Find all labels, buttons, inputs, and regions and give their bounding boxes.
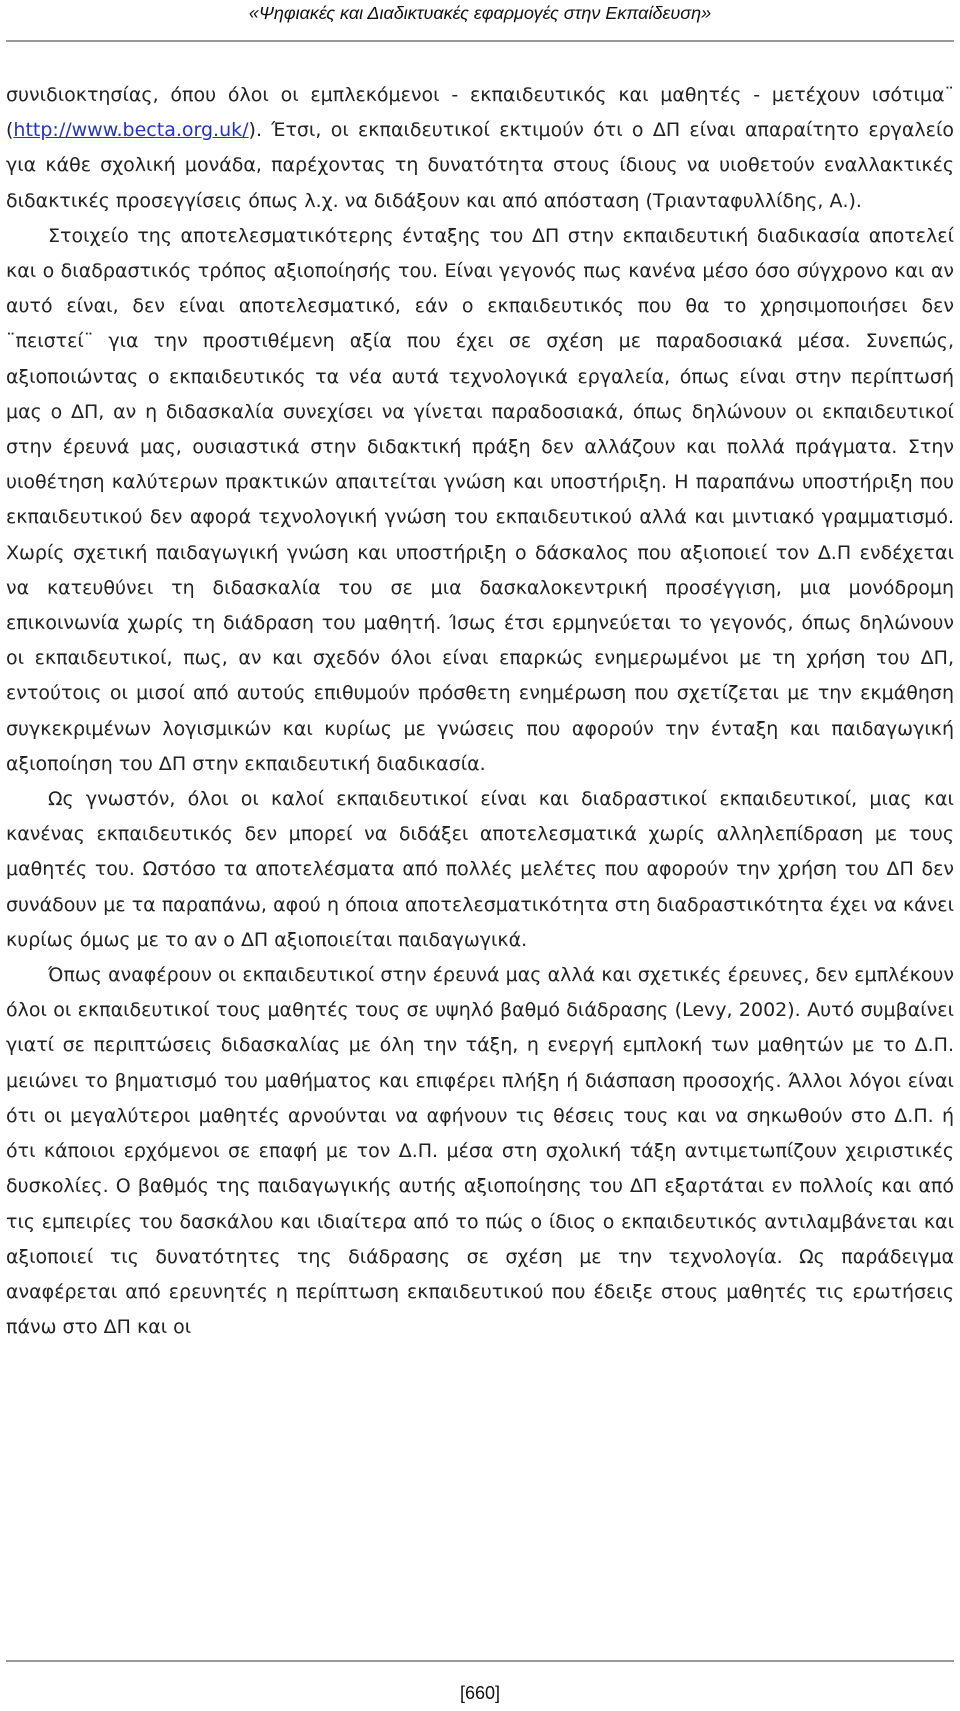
header-divider: [6, 40, 954, 42]
paragraph-2: Στοιχείο της αποτελεσματικότερης ένταξης του ΔΠ στην εκπαιδευτική διαδικασία αποτελεί και ο διαδραστικός τρόπος αξιοποίησής του. Είναι γεγονός πως κανένα μέσο όσο σύγχρονο και αν αυτό είναι, δεν είναι αποτελεσματικό, εάν ο εκπαιδευτικός που θα το χρησιμοποιήσει δεν ¨πειστεί¨ για την προστιθέμενη αξία που έχει σε σχέση με παραδοσιακά μέσα. Συνεπώς, αξιοποιώντας ο εκπαιδευτικός τα νέα αυτά τεχνολογικά εργαλεία, όπως είναι στην περίπτωσή μας ο ΔΠ, αν η διδασκαλία συνεχίσει να γίνεται παραδοσιακά, όπως δηλώνουν οι εκπαιδευτικοί στην έρευνά μας, ουσιαστικά στην διδακτική πράξη δεν αλλάζουν και πολλά πράγματα. Στην υιοθέτηση καλύτερων πρακτικών απαιτείται γνώση και υποστήριξη. Η παραπάνω υποστήριξη που εκπαιδευτικού δεν αφορά τεχνολογική γνώση του εκπαιδευτικού αλλά και μιντιακό γραμματισμό. Χωρίς σχετική παιδαγωγική γνώση και υποστήριξη ο δάσκαλος που αξιοποιεί τον Δ.Π ενδέχεται να κατευθύνει τη διδασκαλία του σε μια δασκαλοκεντρική προσέγγιση, μια μονόδρομη επικοινωνία χωρίς τη διάδραση του μαθητή. Ίσως έτσι ερμηνεύεται το γεγονός, όπως δηλώνουν οι εκπαιδευτικοί, πως, αν και σχεδόν όλοι είναι επαρκώς ενημερωμένοι με τη χρήση του ΔΠ, εντούτοις οι μισοί από αυτούς επιθυμούν πρόσθετη ενημέρωση που σχετίζεται με την εκμάθηση συγκεκριμένων λογισμικών και κυρίως με γνώσεις που αφορούν την ένταξη και παιδαγωγική αξιοποίηση του ΔΠ στην εκπαιδευτική διαδικασία.: [6, 224, 954, 775]
paragraph-1-post: ). Έτσι, οι εκπαιδευτικοί εκτιμούν ότι ο ΔΠ είναι απαραίτητο εργαλείο για κάθε σχολική μονάδα, παρέχοντας τη δυνατότητα στους ίδιους να υιοθετούν εναλλακτικές διδακτικές προσεγγίσεις όπως λ.χ. να διδάξουν και από απόσταση (Τριανταφυλλίδης, Α.).: [6, 119, 954, 212]
paragraph-3: Ως γνωστόν, όλοι οι καλοί εκπαιδευτικοί είναι και διαδραστικοί εκπαιδευτικοί, μιας και κανένας εκπαιδευτικός δεν μπορεί να διδάξει αποτελεσματικά χωρίς αλληλεπίδραση με τους μαθητές του. Ωστόσο τα αποτελέσματα από πολλές μελέτες που αφορούν την χρήση του ΔΠ δεν συνάδουν με τα παραπάνω, αφού η όποια αποτελεσματικότητα στη διαδραστικότητα έχει να κάνει κυρίως όμως με το αν ο ΔΠ αξιοποιείται παιδαγωγικά.: [6, 788, 954, 951]
footer-divider: [6, 1660, 954, 1662]
paragraph-1: [6, 78, 954, 219]
page-number: [660]: [459, 1683, 501, 1703]
paragraph-4: Όπως αναφέρουν οι εκπαιδευτικοί στην έρευνά μας αλλά και σχετικές έρευνες, δεν εμπλέκουν όλοι οι εκπαιδευτικοί τους μαθητές τους σε υψηλό βαθμό διάδρασης (Levy, 2002). Αυτό συμβαίνει γιατί σε περιπτώσεις διδασκαλίας με όλη την τάξη, η ενεργή εμπλοκή των μαθητών με το Δ.Π. μειώνει το βηματισμό του μαθήματος και επιφέρει πλήξη ή διάσπαση προσοχής. Άλλοι λόγοι είναι ότι οι μεγαλύτεροι μαθητές αρνούνται να αφήνουν τις θέσεις τους και να σηκωθούν στο Δ.Π. ή ότι κάποιοι ερχόμενοι σε επαφή με τον Δ.Π. μέσα στη σχολική τάξη αντιμετωπίζουν χειριστικές δυσκολίες. Ο βαθμός της παιδαγωγικής αυτής αξιοποίησης του ΔΠ εξαρτάται εν πολλοίς και από τις εμπειρίες του δασκάλου και ιδιαίτερα από το πώς ο ίδιος ο εκπαιδευτικός αντιλαμβάνεται και αξιοποιεί τις δυνατότητες της διάδρασης σε σχέση με την τεχνολογία. Ως παράδειγμα αναφέρεται από ερευνητές η περίπτωση εκπαιδευτικού που έδειξε στους μαθητές τις ερωτήσεις πάνω στο ΔΠ και οι: [6, 964, 954, 1339]
running-header: «Ψηφιακές και Διαδικτυακές εφαρμογές στην Εκπαίδευση»: [248, 3, 712, 23]
becta-link[interactable]: http://www.becta.org.uk/: [13, 119, 249, 142]
body-text: [6, 78, 954, 1345]
paragraph-1-pre: συνιδιοκτησίας, όπου όλοι οι εμπλεκόμενοι - εκπαιδευτικός και μαθητές - μετέχουν ισότιμα¨ (: [6, 84, 954, 142]
